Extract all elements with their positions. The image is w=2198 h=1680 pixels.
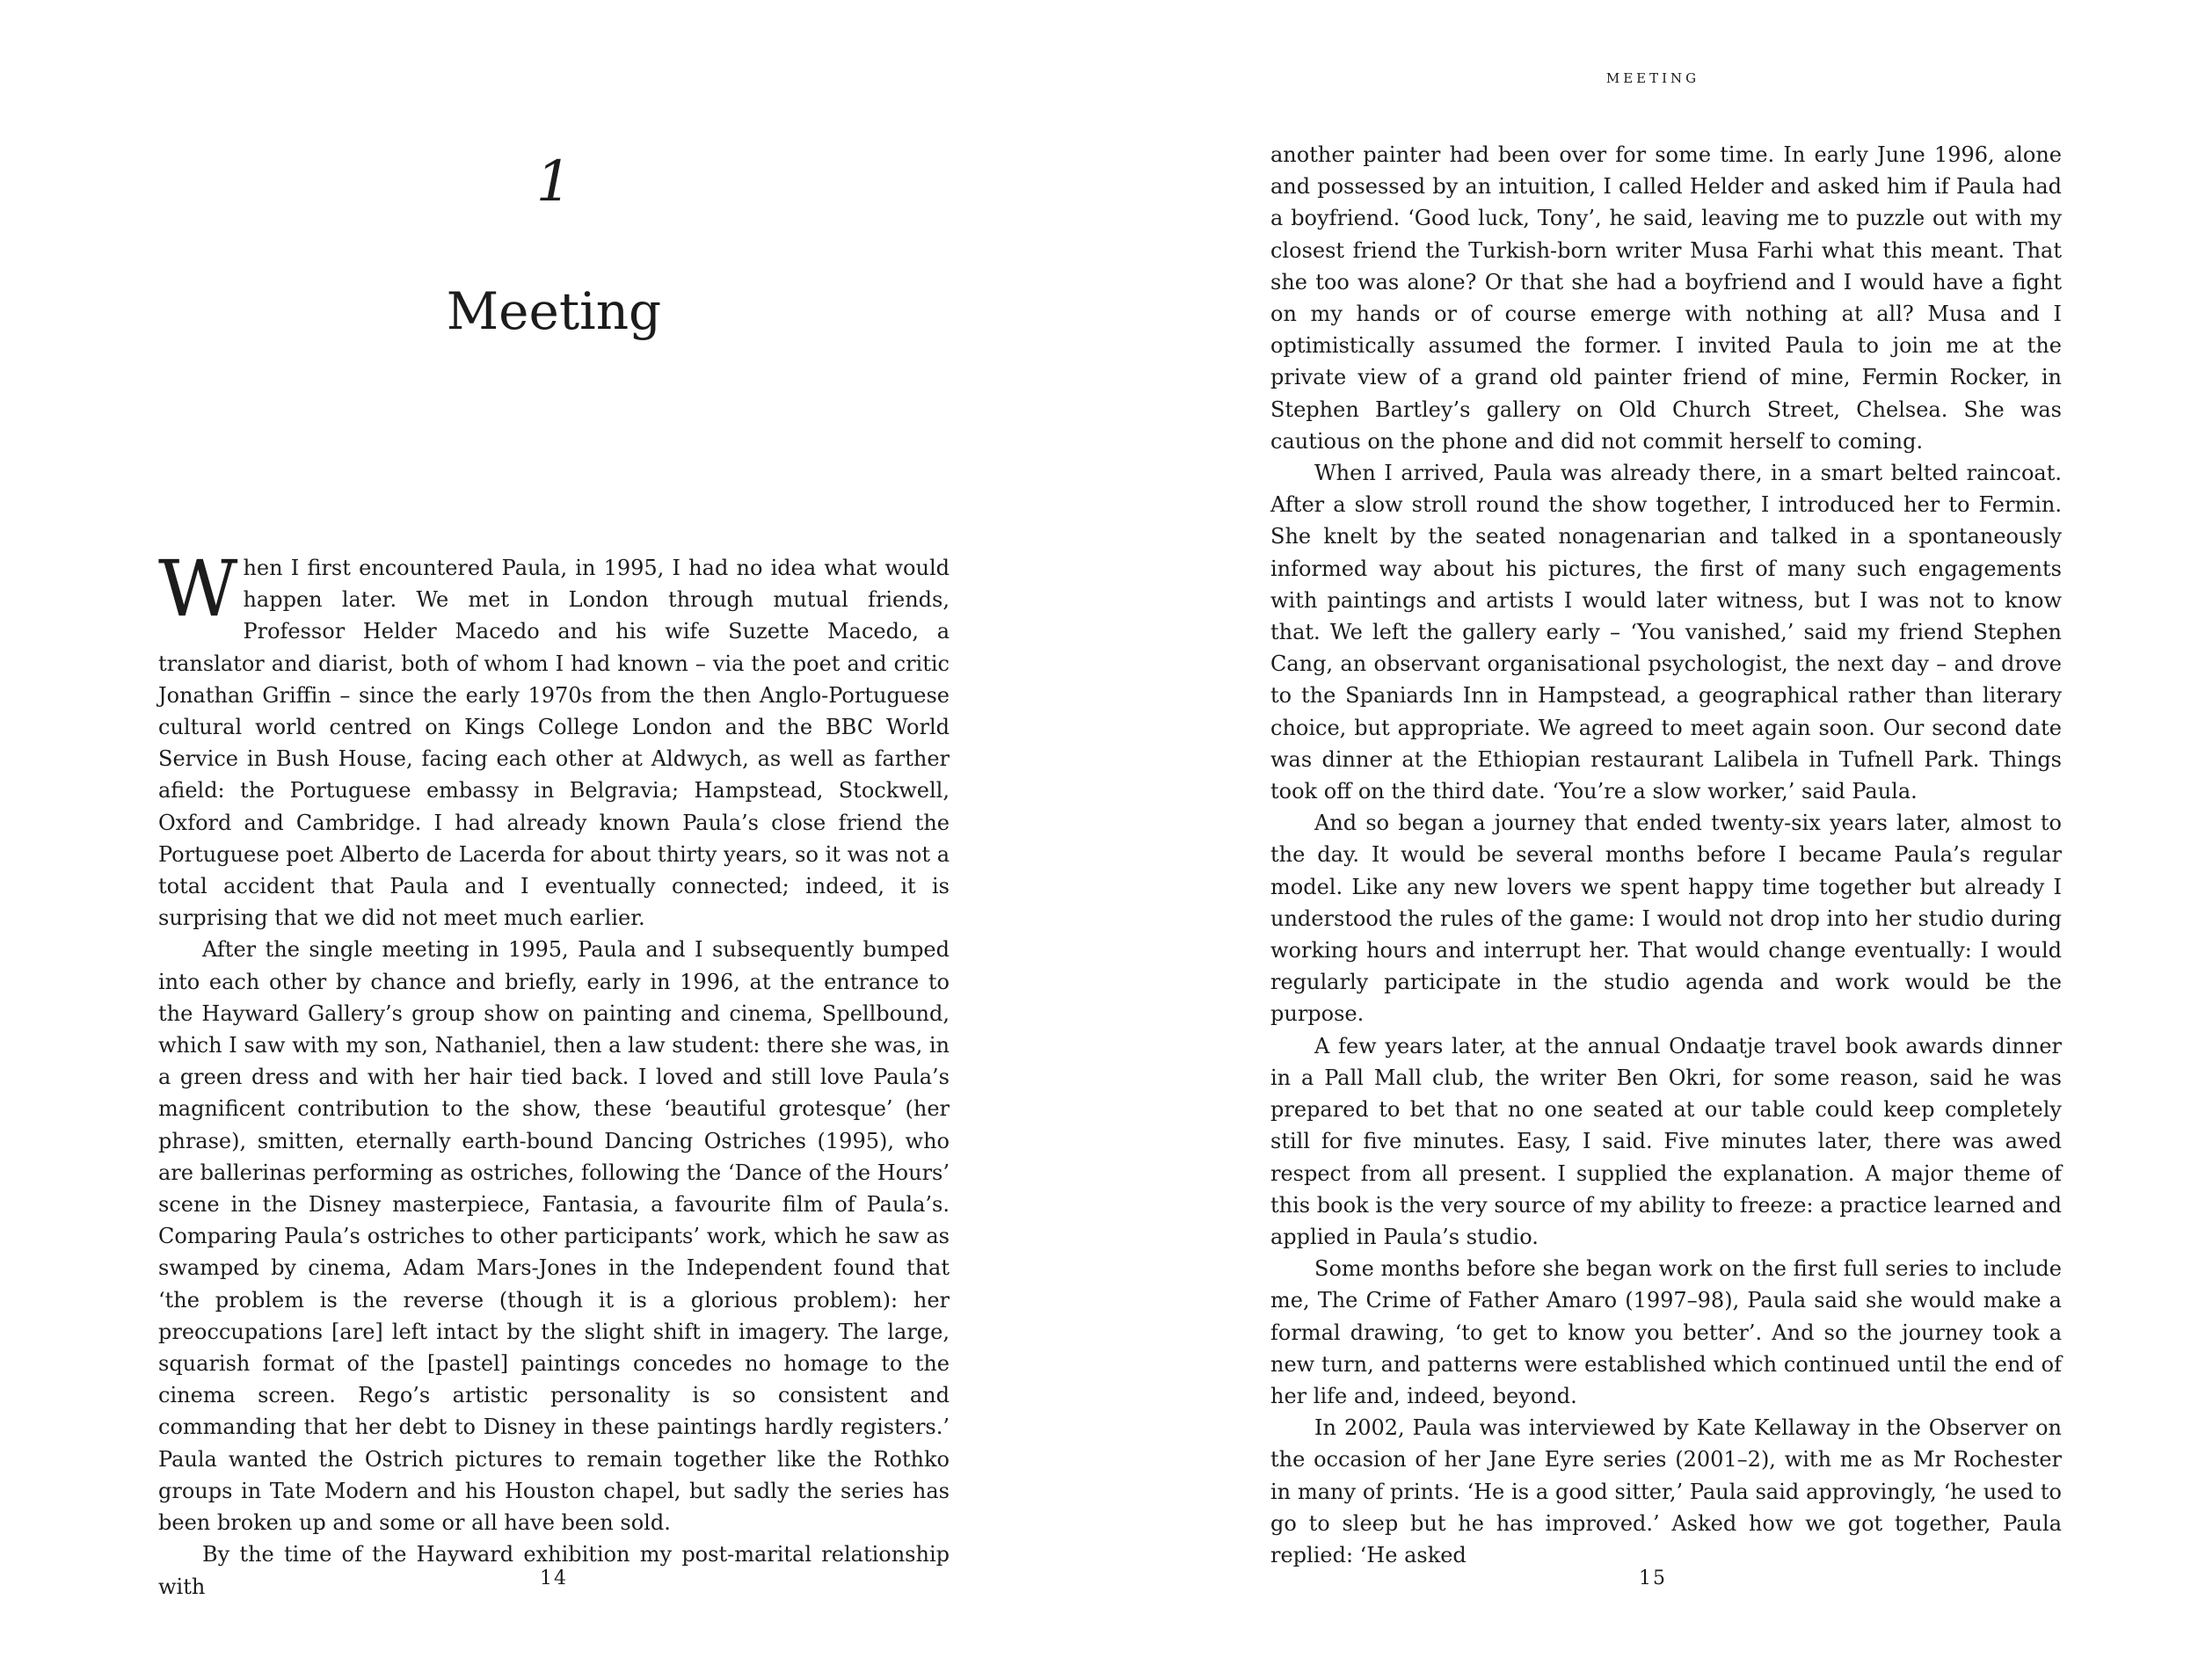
paragraph-text: hen I first encountered Paula, in 1995, I had no idea what would happen later. We met in London through mutual friends, Professor Helder Macedo and his wife Suzette Macedo, a translator and diarist, both of whom I had known – via the poet and critic Jonathan Griffin – since the early 1970s from the then Anglo-Portuguese cultural world centred on Kings College London and the BBC World Service in Bush House, facing each other at Aldwych, as well as farther afield: the Portuguese embassy in Belgravia; Hampstead, Stockwell, Oxford and Cambridge. I had already known Paula’s close friend the Portuguese poet Alberto de Lacerda for about thirty years, so it was not a total accident that Paula and I eventually connected; indeed, it is surprising that we did not meet much earlier. <box>158 556 950 931</box>
paragraph: And so began a journey that ended twenty-six years later, almost to the day. It would be several months before I became Paula’s regular model. Like any new lovers we spent happy time together but already I understood the rules of the game: I would not drop into her studio during working hours and interrupt her. That would change eventually: I would regularly participate in the studio agenda and work would be the purpose. <box>1270 811 2062 1027</box>
paragraph <box>158 543 950 934</box>
paragraph: When I arrived, Paula was already there, in a smart belted raincoat. After a slow stroll round the show together, I introduced her to Fermin. She knelt by the seated nonagenarian and talked in a spontaneously informed way about his pictures, the first of many such engagements with paintings and artists I would later witness, but I was not to know that. We left the gallery early – ‘You vanished,’ said my friend Stephen Cang, an observant organisational psychologist, the next day – and drove to the Spaniards Inn in Hampstead, a geographical rather than literary choice, but appropriate. We agreed to meet again soon. Our second date was dinner at the Ethiopian restaurant Lalibela in Tufnell Park. Things took off on the third date. ‘You’re a slow worker,’ said Paula. <box>1270 461 2062 804</box>
paragraph: By the time of the Hayward exhibition my post-marital relationship with <box>158 1542 950 1599</box>
page-number: 15 <box>1639 1567 1667 1589</box>
paragraph: After the single meeting in 1995, Paula and I subsequently bumped into each other by chance and briefly, early in 1996, at the entrance to the Hayward Gallery’s group show on painting and cinema, Spellbound, which I saw with my son, Nathaniel, then a law student: there she was, in a green dress and with her hair tied back. I loved and still love Paula’s magnificent contribution to the show, these ‘beautiful grotesque’ (her phrase), smitten, eternally earth-bound Dancing Ostriches (1995), who are ballerinas performing as ostriches, following the ‘Dance of the Hours’ scene in the Disney masterpiece, Fantasia, a favourite film of Paula’s. Comparing Paula’s ostriches to other participants’ work, which he saw as swamped by cinema, Adam Mars-Jones in the Independent found that ‘the problem is the reverse (though it is a glorious problem): her preoccupations [are] left intact by the slight shift in imagery. The large, squarish format of the [pastel] paintings concedes no homage to the cinema screen. Rego’s artistic personality is so consistent and commanding that her debt to Disney in these paintings hardly registers.’ Paula wanted the Ostrich pictures to remain together like the Rothko groups in Tate Modern and his Houston chapel, but sadly the series has been broken up and some or all have been sold. <box>158 937 950 1536</box>
chapter-title: Meeting <box>446 281 662 341</box>
left-page-body <box>158 543 950 1603</box>
paragraph: Some months before she began work on the first full series to include me, The Crime of Father Amaro (1997–98), Paula said she would make a formal drawing, ‘to get to know you better’. And so the journey took a new turn, and patterns were established which continued until the end of her life and, indeed, beyond. <box>1270 1256 2062 1408</box>
right-page-body <box>1270 139 2062 1571</box>
paragraph: In 2002, Paula was interviewed by Kate Kellaway in the Observer on the occasion of her Jane Eyre series (2001–2), with me as Mr Rochester in many of prints. ‘He is a good sitter,’ Paula said approvingly, ‘he used to go to sleep but he has improved.’ Asked how we got together, Paula replied: ‘He asked <box>1270 1415 2062 1567</box>
chapter-number: 1 <box>535 149 572 215</box>
drop-cap: W <box>158 543 238 634</box>
paragraph: another painter had been over for some time. In early June 1996, alone and possessed by an intuition, I called Helder and asked him if Paula had a boyfriend. ‘Good luck, Tony’, he said, leaving me to puzzle out with my closest friend the Turkish-born writer Musa Farhi what this meant. That she too was alone? Or that she had a boyfriend and I would have a fight on my hands or of course emerge with nothing at all? Musa and I optimistically assumed the former. I invited Paula to join me at the private view of a grand old painter friend of mine, Fermin Rocker, in Stephen Bartley’s gallery on Old Church Street, Chelsea. She was cautious on the phone and did not commit herself to coming. <box>1270 142 2062 454</box>
paragraph: A few years later, at the annual Ondaatje travel book awards dinner in a Pall Mall club, the writer Ben Okri, for some reason, said he was prepared to bet that no one seated at our table could keep completely still for five minutes. Easy, I said. Five minutes later, there was awed respect from all present. I supplied the explanation. A major theme of this book is the very source of my ability to freeze: a practice learned and applied in Paula’s studio. <box>1270 1033 2062 1249</box>
page-number: 14 <box>540 1567 568 1589</box>
running-head: MEETING <box>1605 70 1700 86</box>
